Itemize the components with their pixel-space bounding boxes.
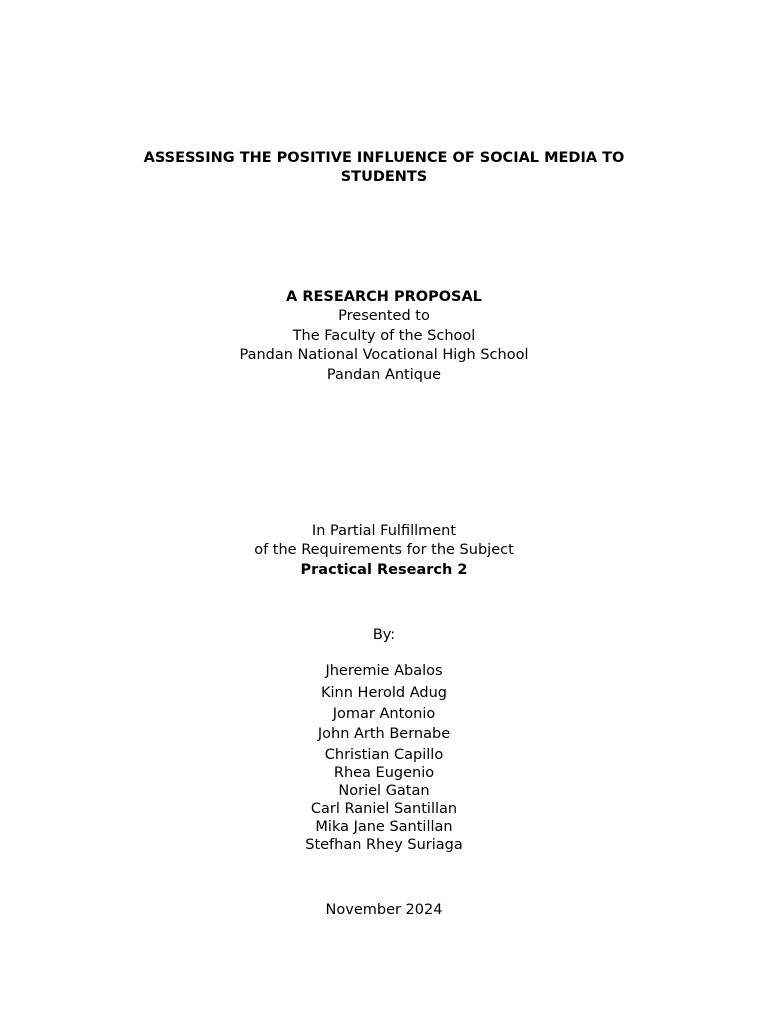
author-name: Mika Jane Santillan: [315, 819, 453, 835]
author-name: Christian Capillo: [324, 747, 444, 763]
author-name: John Arth Bernabe: [317, 726, 451, 742]
author-name: Kinn Herold Adug: [321, 685, 447, 701]
author-name: Noriel Gatan: [338, 783, 430, 799]
faculty-line: The Faculty of the School: [292, 328, 476, 344]
proposal-heading: A RESEARCH PROPOSAL: [286, 289, 482, 305]
presented-to: Presented to: [338, 308, 430, 324]
school-name: Pandan National Vocational High School: [239, 347, 529, 363]
document-date: November 2024: [325, 902, 443, 918]
by-label: By:: [372, 627, 396, 643]
document-title: ASSESSING THE POSITIVE INFLUENCE OF SOCIAL MEDIA TO STUDENTS: [143, 150, 625, 185]
fulfillment-line-2: of the Requirements for the Subject: [254, 542, 514, 558]
author-name: Jomar Antonio: [332, 706, 436, 722]
fulfillment-line-1: In Partial Fulfillment: [311, 523, 457, 539]
school-location: Pandan Antique: [326, 367, 442, 383]
author-name: Stefhan Rhey Suriaga: [305, 837, 463, 853]
subject-name: Practical Research 2: [300, 562, 468, 578]
author-name: Rhea Eugenio: [333, 765, 435, 781]
author-name: Jheremie Abalos: [325, 663, 443, 679]
author-name: Carl Raniel Santillan: [310, 801, 458, 817]
